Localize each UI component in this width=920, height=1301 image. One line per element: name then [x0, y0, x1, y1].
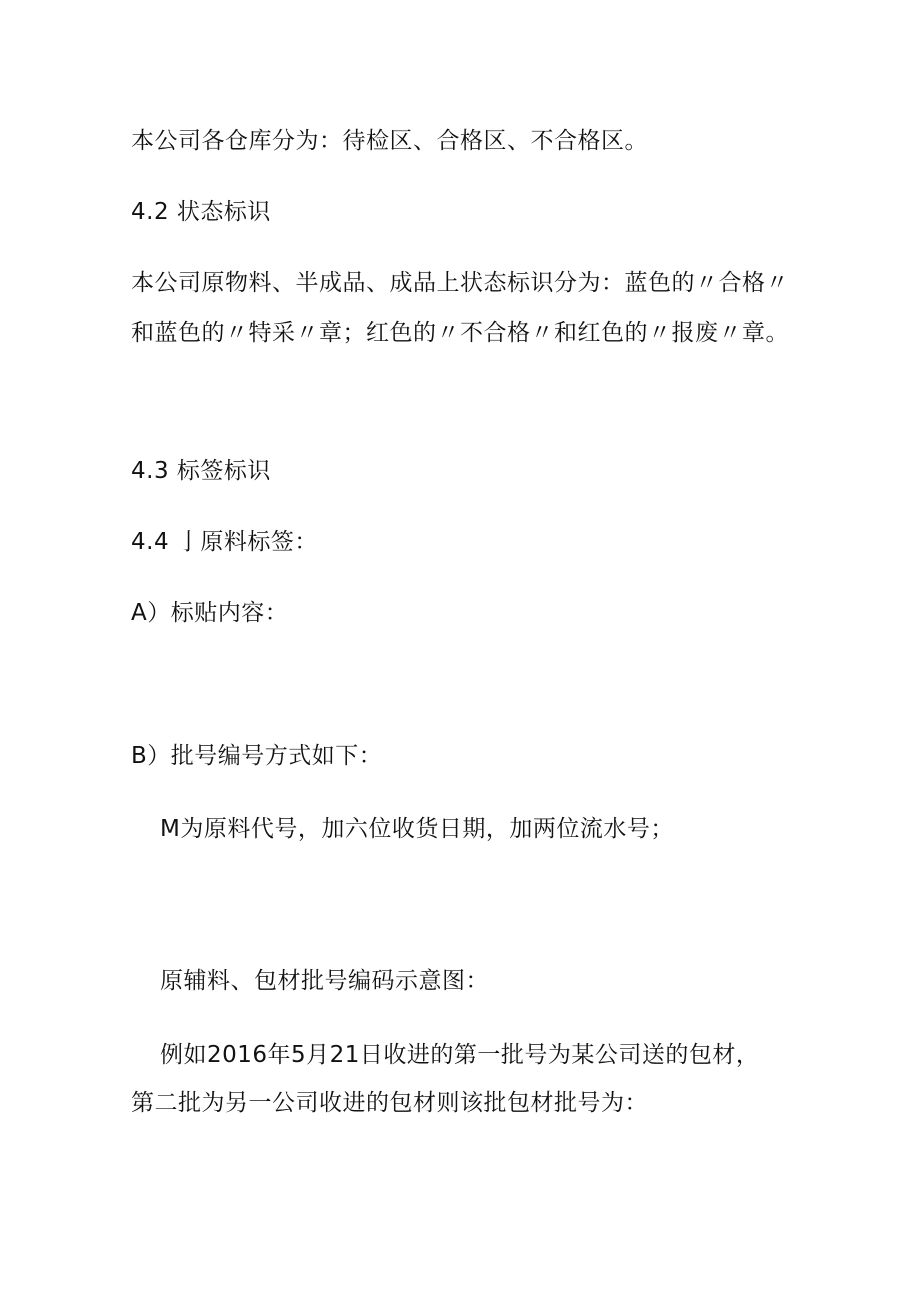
batch-number-method-item: B）批号编号方式如下：	[131, 743, 383, 769]
status-label-text-line-1: 本公司原物料、半成品、成品上状态标识分为：蓝色的〃合格〃	[131, 270, 789, 296]
label-content-item: A）标贴内容：	[131, 600, 289, 626]
section-4-3-heading: 4.3 标签标识	[131, 458, 271, 484]
warehouse-zones-text: 本公司各仓库分为：待检区、合格区、不合格区。	[131, 128, 648, 154]
section-4-4-heading: 4.4 亅原料标签：	[131, 529, 318, 555]
batch-diagram-caption: 原辅料、包材批号编码示意图：	[160, 968, 489, 994]
example-text-line-2: 第二批为另一公司收进的包材则该批包材批号为：	[131, 1090, 648, 1116]
example-text-line-1: 例如2016年5月21日收进的第一批号为某公司送的包材，	[160, 1042, 760, 1068]
status-label-text-line-2: 和蓝色的〃特采〃章；红色的〃不合格〃和红色的〃报废〃章。	[131, 320, 789, 346]
batch-number-rule-text: M为原料代号，加六位收货日期，加两位流水号；	[160, 816, 674, 842]
section-4-2-heading: 4.2 状态标识	[131, 199, 271, 225]
